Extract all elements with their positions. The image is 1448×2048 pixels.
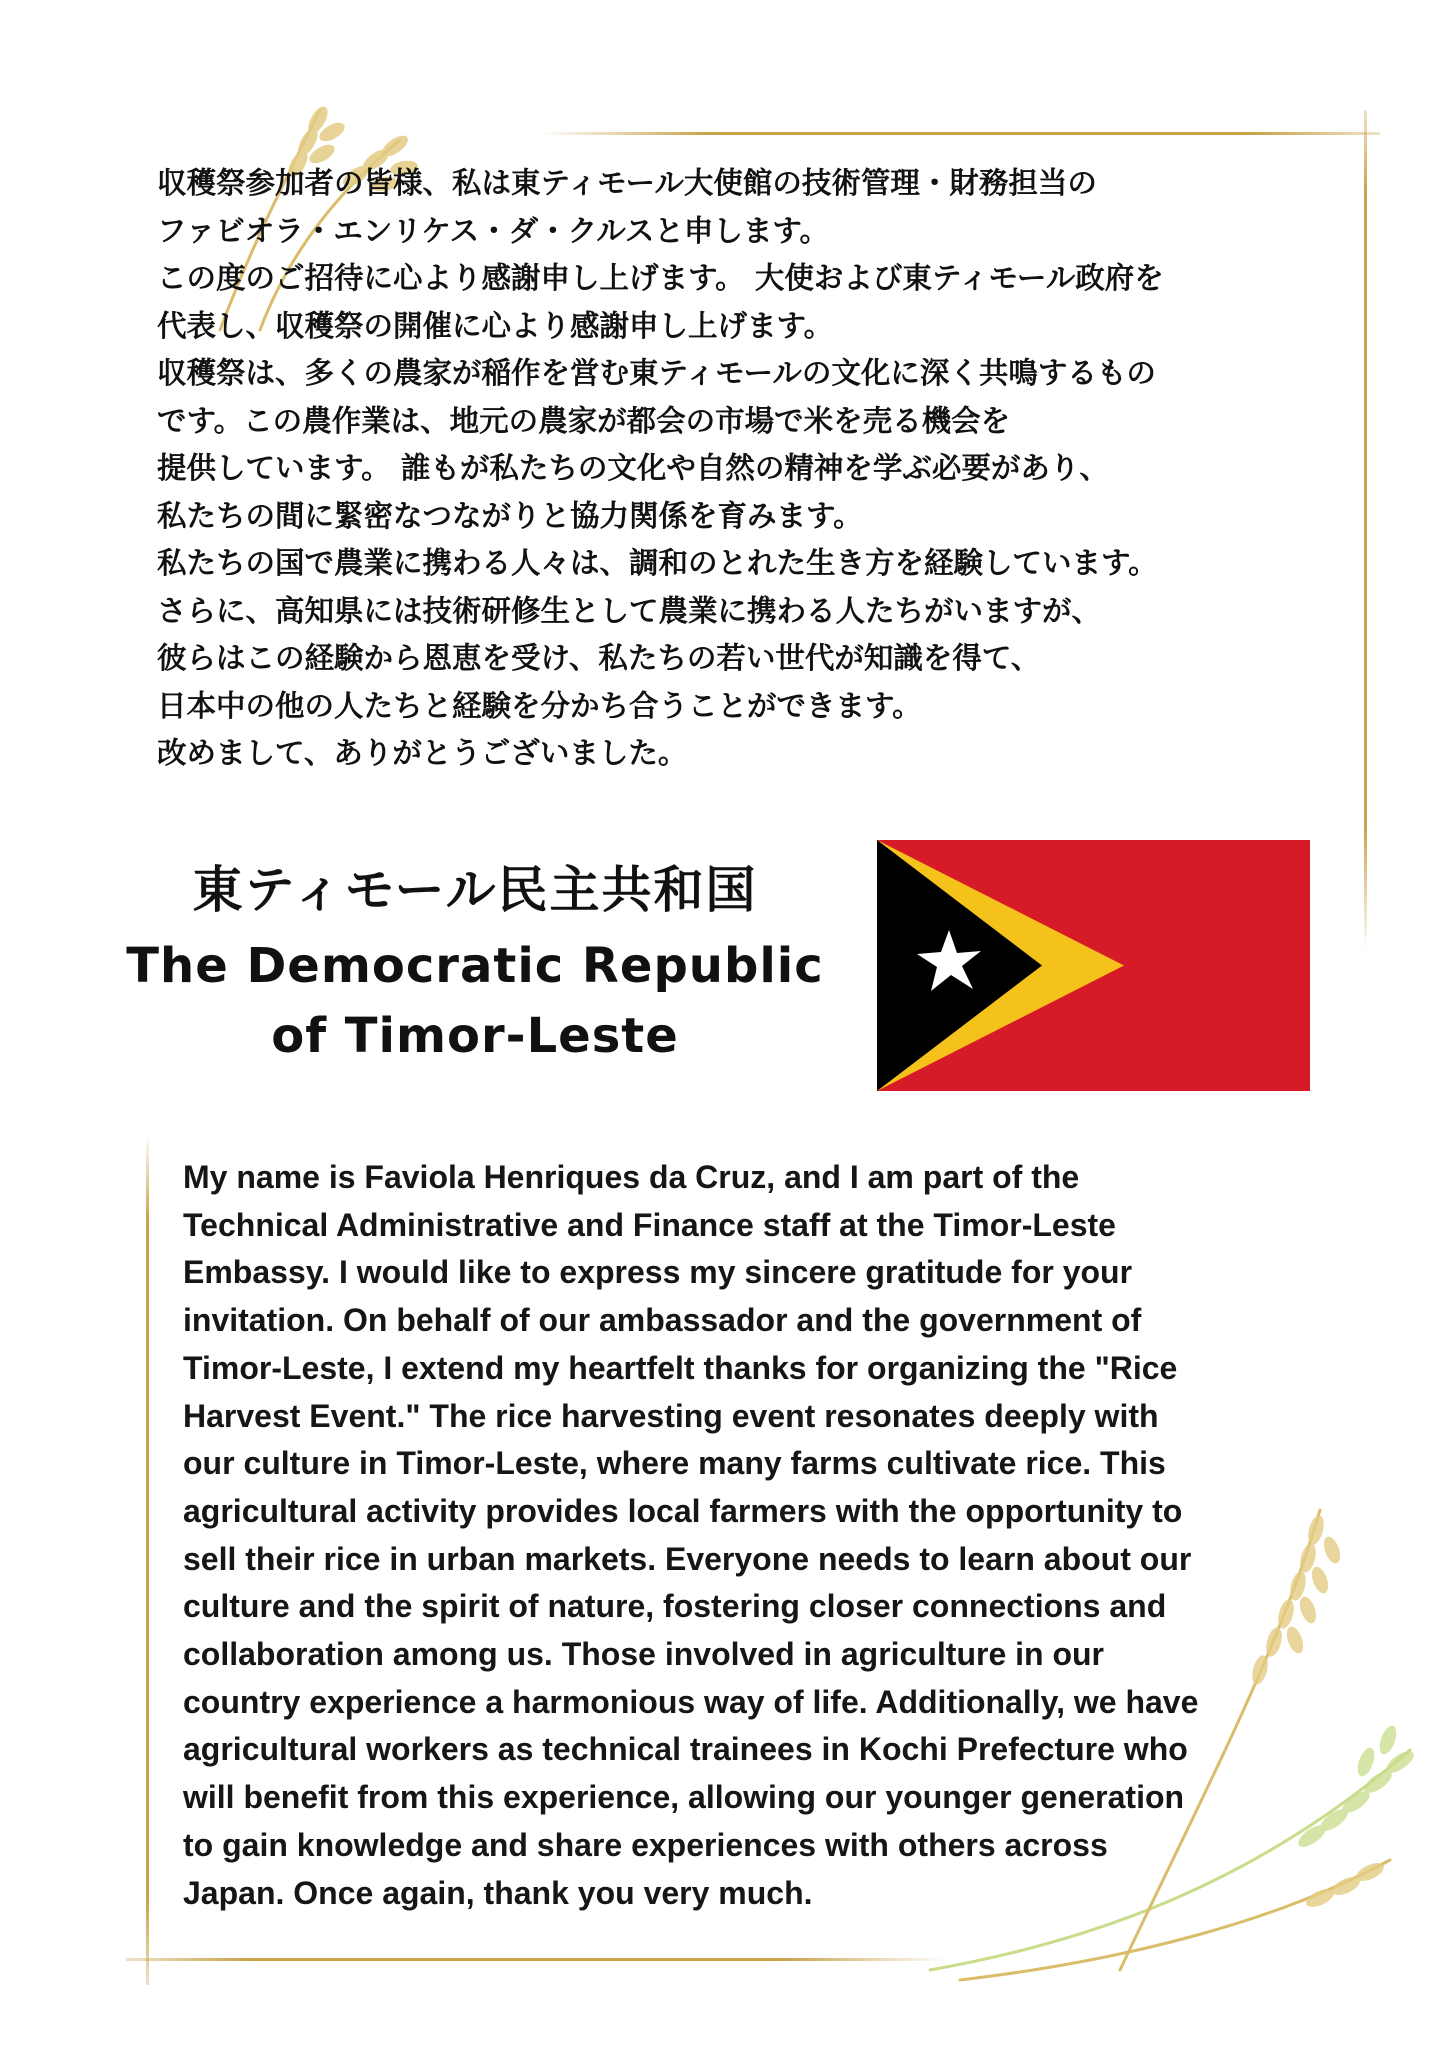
english-letter <box>183 1154 1313 1917</box>
japanese-letter-line: この度のご招待に心より感謝申し上げます。 大使および東ティモール政府を <box>157 261 1164 295</box>
frame-line-left <box>146 1135 149 1985</box>
english-letter-line: agricultural activity provides local farmers with the opportunity to <box>183 1492 1183 1529</box>
english-letter-line: country experience a harmonious way of life. Additionally, we have <box>183 1683 1199 1720</box>
japanese-letter-line: 彼らはこの経験から恩恵を受け、私たちの若い世代が知識を得て、 <box>157 641 1041 675</box>
japanese-letter-line: 収穫祭参加者の皆様、私は東ティモール大使館の技術管理・財務担当の <box>157 166 1097 200</box>
japanese-letter-line: 改めまして、ありがとうございました。 <box>157 736 688 770</box>
japanese-letter-line: 私たちの国で農業に携わる人々は、調和のとれた生き方を経験しています。 <box>157 546 1158 580</box>
english-letter-line: Technical Administrative and Finance staff at the Timor-Leste <box>183 1206 1116 1243</box>
japanese-letter-line: 収穫祭は、多くの農家が稲作を営む東ティモールの文化に深く共鳴するもの <box>157 356 1156 390</box>
english-letter-line: culture and the spirit of nature, fostering closer connections and <box>183 1588 1167 1625</box>
timor-leste-flag <box>877 840 1310 1091</box>
english-letter-line: Japan. Once again, thank you very much. <box>183 1874 813 1911</box>
english-letter-line: My name is Faviola Henriques da Cruz, and I am part of the <box>183 1159 1080 1195</box>
english-letter-line: invitation. On behalf of our ambassador and the government of <box>183 1302 1142 1339</box>
english-letter-line: Harvest Event." The rice harvesting event resonates deeply with <box>183 1397 1159 1434</box>
frame-line-right <box>1364 110 1367 950</box>
english-letter-line: will benefit from this experience, allowing our younger generation <box>183 1779 1185 1816</box>
english-letter-line: our culture in Timor-Leste, where many farms cultivate rice. This <box>183 1445 1166 1482</box>
english-letter-line: to gain knowledge and share experiences with others across <box>183 1826 1108 1863</box>
title-english-line2: of Timor-Leste <box>271 1008 679 1064</box>
japanese-letter <box>157 160 1337 778</box>
japanese-letter-line: 私たちの間に緊密なつながりと協力関係を育みます。 <box>157 498 863 533</box>
title-japanese: 東ティモール民主共和国 <box>192 861 758 919</box>
frame-line-top <box>540 132 1380 135</box>
country-title <box>110 855 840 1071</box>
japanese-letter-line: ファビオラ・エンリケス・ダ・クルスと申します。 <box>157 213 830 248</box>
japanese-letter-line: 日本中の他の人たちと経験を分かち合うことができます。 <box>157 688 922 723</box>
japanese-letter-line: 代表し、収穫祭の開催に心より感謝申し上げます。 <box>157 308 834 343</box>
japanese-letter-line: 提供しています。 誰もが私たちの文化や自然の精神を学ぶ必要があり、 <box>157 451 1109 485</box>
frame-line-bottom <box>126 1958 946 1961</box>
english-letter-line: collaboration among us. Those involved in agriculture in our <box>183 1636 1104 1673</box>
english-letter-line: Embassy. I would like to express my sincere gratitude for your <box>183 1254 1133 1291</box>
japanese-letter-line: です。この農作業は、地元の農家が都会の市場で米を売る機会を <box>157 403 1011 438</box>
english-letter-line: sell their rice in urban markets. Everyone needs to learn about our <box>183 1540 1192 1577</box>
title-english-line1: The Democratic Republic <box>126 938 824 994</box>
english-letter-line: Timor-Leste, I extend my heartfelt thanks for organizing the "Rice <box>183 1349 1178 1386</box>
japanese-letter-line: さらに、高知県には技術研修生として農業に携わる人たちがいますが、 <box>157 593 1102 628</box>
english-letter-line: agricultural workers as technical trainees in Kochi Prefecture who <box>183 1731 1188 1768</box>
